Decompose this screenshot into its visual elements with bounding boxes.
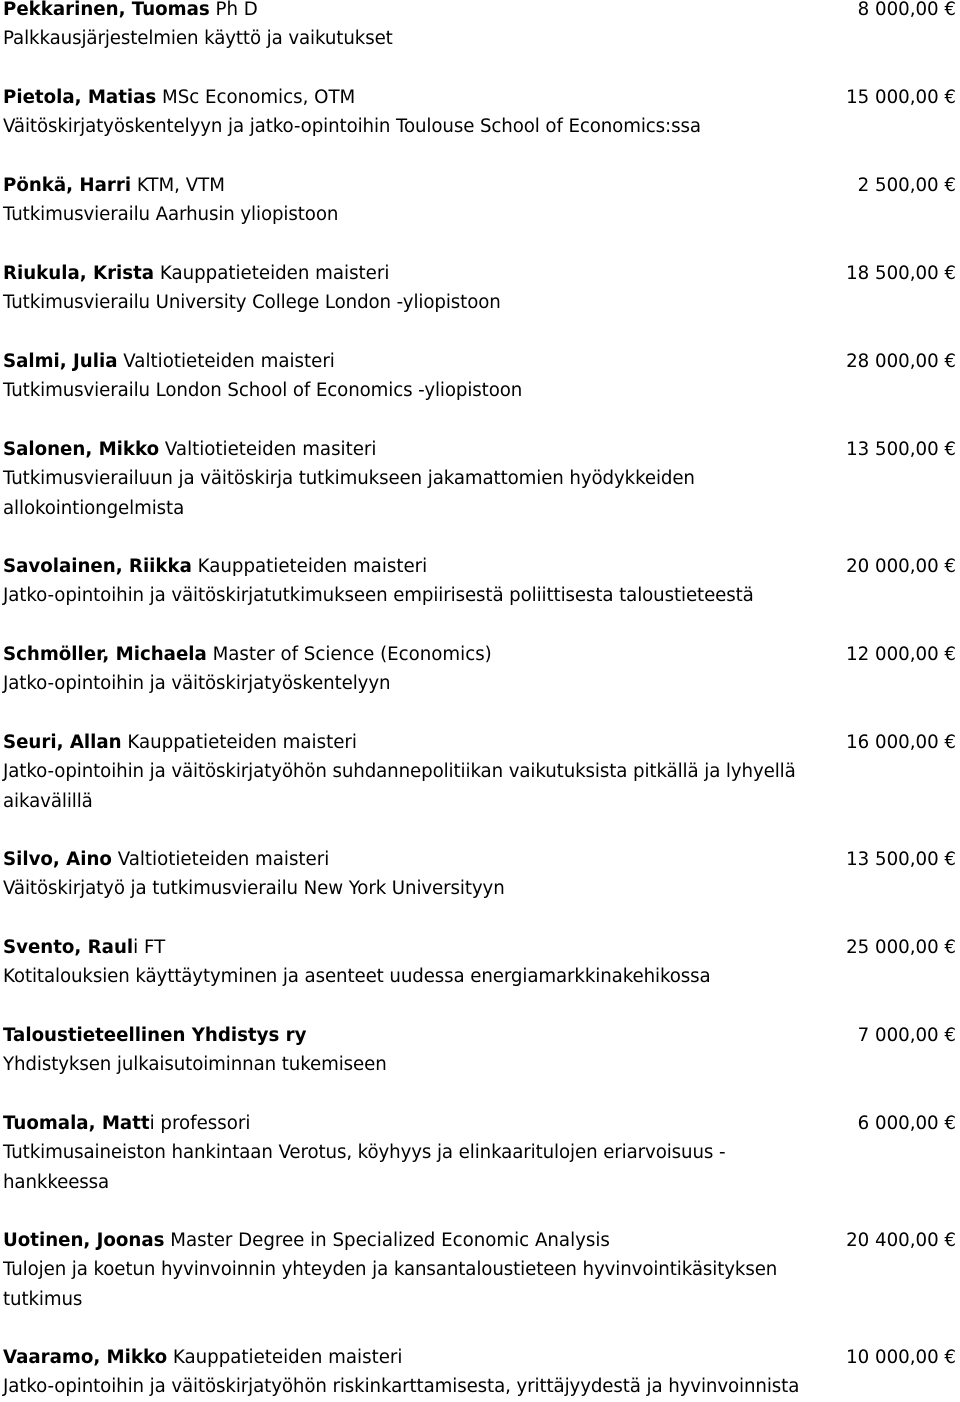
grant-purpose: Tulojen ja koetun hyvinvoinnin yhteyden ja kansantaloustieteen hyvinvointikäsityksen <box>3 1259 778 1281</box>
grant-amount: 28 000,00 € <box>846 351 956 372</box>
recipient-degree: Valtiotieteiden maisteri <box>117 351 335 372</box>
entry-title-line <box>3 1226 956 1255</box>
recipient-name: Riukula, Krista <box>3 263 155 284</box>
recipient-degree: Ph D <box>209 0 258 20</box>
recipient-degree: Kauppatieteiden maisteri <box>121 732 357 753</box>
entry-title-line <box>3 1343 956 1372</box>
recipient-degree: Valtiotieteiden masiteri <box>159 439 377 460</box>
entry-title-line <box>3 83 956 112</box>
recipient-name: Pekkarinen, Tuomas <box>3 0 210 20</box>
grant-purpose: Väitöskirjatyö ja tutkimusvierailu New York Universityyn <box>3 878 505 900</box>
grant-purpose: Jatko-opintoihin ja väitöskirjatyöskentelyyn <box>3 673 391 695</box>
recipient-degree: Valtiotieteiden maisteri <box>111 849 330 870</box>
grant-amount: 10 000,00 € <box>846 1347 956 1368</box>
grant-entry <box>3 83 956 142</box>
grant-entry <box>3 845 956 904</box>
entry-title-line <box>3 259 956 288</box>
grant-amount: 7 000,00 € <box>857 1025 956 1046</box>
grant-amount: 6 000,00 € <box>857 1113 956 1134</box>
recipient-degree: Kauppatieteiden maisteri <box>191 556 428 577</box>
grant-purpose: Tutkimusvierailu University College London -yliopistoon <box>3 292 501 314</box>
grant-purpose: Tutkimusvierailu Aarhusin yliopistoon <box>3 204 339 226</box>
recipient-name: Pietola, Matias <box>3 87 157 108</box>
grant-amount: 20 000,00 € <box>846 556 956 577</box>
entry-title-line <box>3 1021 956 1050</box>
grant-amount: 13 500,00 € <box>846 849 956 870</box>
grant-purpose: Kotitalouksien käyttäytyminen ja asenteet uudessa energiamarkkinakehikossa <box>3 966 711 988</box>
grant-entry <box>3 259 956 318</box>
recipient-name: Salonen, Mikko <box>3 439 160 460</box>
recipient-degree: Kauppatieteiden maisteri <box>154 263 390 284</box>
recipient-name: Svento, Raul <box>3 937 134 958</box>
grant-purpose: Jatko-opintoihin ja väitöskirjatyöhön riskinkarttamisesta, yrittäjyydestä ja hyvinvoinnista <box>3 1376 800 1398</box>
recipient-name: Savolainen, Riikka <box>3 556 192 577</box>
recipient-name: Uotinen, Joonas <box>3 1230 165 1251</box>
recipient-name: Seuri, Allan <box>3 732 122 753</box>
recipient-degree: Master Degree in Specialized Economic Analysis <box>164 1230 610 1251</box>
grant-entry <box>3 171 956 230</box>
recipient-degree: i professori <box>149 1113 251 1134</box>
entry-title-line <box>3 347 956 376</box>
recipient-name: Taloustieteellinen Yhdistys ry <box>3 1025 307 1046</box>
entry-title-line <box>3 552 956 581</box>
grant-purpose: Tutkimusvierailuun ja väitöskirja tutkimukseen jakamattomien hyödykkeiden <box>3 468 695 490</box>
grant-purpose: Jatko-opintoihin ja väitöskirjatutkimukseen empiirisestä poliittisesta taloustieteestä <box>3 585 754 607</box>
entry-title-line <box>3 171 956 200</box>
grant-purpose: Tutkimusvierailu London School of Economics -yliopistoon <box>3 380 523 402</box>
recipient-name: Salmi, Julia <box>3 351 118 372</box>
recipient-degree: KTM, VTM <box>131 175 225 196</box>
grant-purpose-continued: tutkimus <box>3 1288 83 1310</box>
recipient-name: Pönkä, Harri <box>3 175 132 196</box>
grant-amount: 12 000,00 € <box>846 644 956 665</box>
recipient-degree: Kauppatieteiden maisteri <box>167 1347 403 1368</box>
recipient-name: Schmöller, Michaela <box>3 644 207 665</box>
entry-title-line <box>3 845 956 874</box>
recipient-name: Vaaramo, Mikko <box>3 1347 168 1368</box>
grant-amount: 13 500,00 € <box>846 439 956 460</box>
recipient-name: Tuomala, Matt <box>3 1113 150 1134</box>
entry-title-line <box>3 0 956 24</box>
entry-title-line <box>3 640 956 669</box>
grant-entry <box>3 347 956 406</box>
grant-entry <box>3 1109 956 1197</box>
grant-amount: 25 000,00 € <box>846 937 956 958</box>
grant-amount: 15 000,00 € <box>846 87 956 108</box>
grant-purpose-continued: aikavälillä <box>3 790 93 812</box>
recipient-degree: i FT <box>133 937 166 958</box>
grant-entry <box>3 640 956 699</box>
grant-entry <box>3 1226 956 1314</box>
grant-purpose-continued: allokointiongelmista <box>3 497 185 519</box>
recipient-name: Silvo, Aino <box>3 849 112 870</box>
grant-purpose: Palkkausjärjestelmien käyttö ja vaikutukset <box>3 28 393 50</box>
recipient-degree: MSc Economics, OTM <box>156 87 356 108</box>
entry-title-line <box>3 728 956 757</box>
grant-entry <box>3 435 956 523</box>
grant-entry <box>3 0 956 54</box>
grant-amount: 16 000,00 € <box>846 732 956 753</box>
grant-amount: 8 000,00 € <box>857 0 956 20</box>
grant-purpose: Tutkimusaineiston hankintaan Verotus, köyhyys ja elinkaaritulojen eriarvoisuus - <box>3 1142 726 1164</box>
grant-entry <box>3 933 956 992</box>
entry-title-line <box>3 435 956 464</box>
entry-title-line <box>3 1109 956 1138</box>
grant-purpose-continued: hankkeessa <box>3 1171 110 1193</box>
grant-amount: 2 500,00 € <box>857 175 956 196</box>
grant-purpose: Yhdistyksen julkaisutoiminnan tukemiseen <box>3 1054 387 1076</box>
grant-amount: 18 500,00 € <box>846 263 956 284</box>
grant-purpose: Väitöskirjatyöskentelyyn ja jatko-opintoihin Toulouse School of Economics:ssa <box>3 116 701 138</box>
grant-entry <box>3 1021 956 1080</box>
grant-entry <box>3 552 956 611</box>
entry-title-line <box>3 933 956 962</box>
grant-purpose: Jatko-opintoihin ja väitöskirjatyöhön suhdannepolitiikan vaikutuksista pitkällä ja lyhyellä <box>3 761 796 783</box>
grant-entry <box>3 1343 956 1402</box>
recipient-degree: Master of Science (Economics) <box>206 644 492 665</box>
grant-entry <box>3 728 956 816</box>
grant-amount: 20 400,00 € <box>846 1230 956 1251</box>
